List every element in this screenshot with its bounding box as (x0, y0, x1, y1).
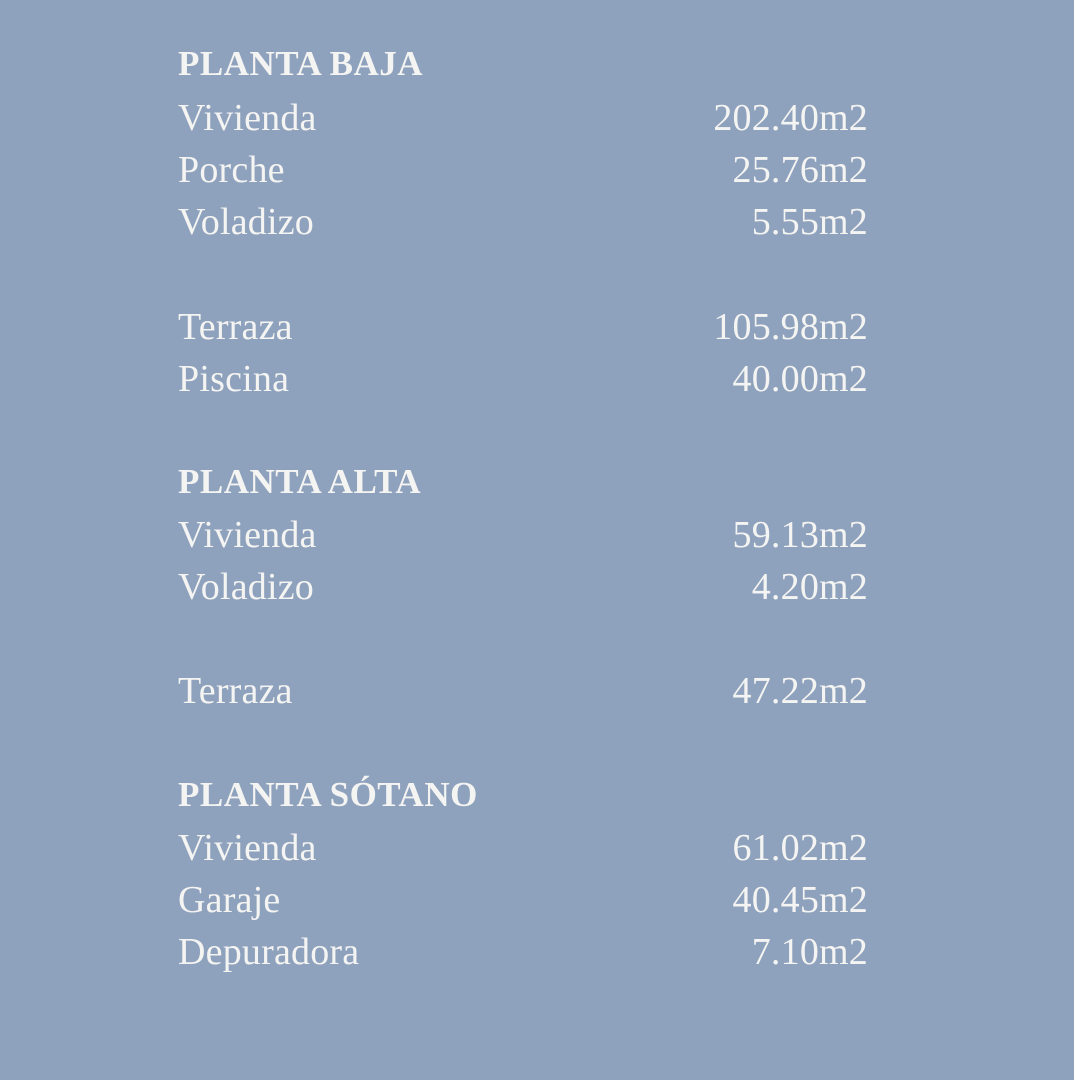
area-row (178, 874, 868, 926)
area-value: 61.02m2 (732, 827, 868, 869)
area-value: 59.13m2 (732, 514, 868, 556)
area-label: Voladizo (178, 566, 314, 608)
area-label: Vivienda (178, 97, 317, 139)
area-value: 25.76m2 (732, 149, 868, 191)
area-label: Depuradora (178, 931, 360, 973)
area-label: Terraza (178, 306, 293, 348)
area-row (178, 301, 868, 353)
area-value: 202.40m2 (713, 97, 868, 139)
area-value: 40.00m2 (732, 358, 868, 400)
area-label: Vivienda (178, 827, 317, 869)
area-value: 4.20m2 (751, 566, 868, 608)
area-row (178, 144, 868, 196)
area-value: 5.55m2 (751, 201, 868, 243)
area-row (178, 926, 868, 978)
area-label: Vivienda (178, 514, 317, 556)
area-row (178, 509, 868, 561)
area-value: 47.22m2 (732, 670, 868, 712)
area-label: Piscina (178, 358, 290, 400)
area-label: Porche (178, 149, 285, 191)
area-row (178, 92, 868, 144)
area-label: Terraza (178, 670, 293, 712)
area-row (178, 561, 868, 613)
section-heading-planta-alta: PLANTA ALTA (178, 462, 422, 501)
area-value: 7.10m2 (751, 931, 868, 973)
area-value: 40.45m2 (732, 879, 868, 921)
area-row (178, 196, 868, 248)
area-row (178, 665, 868, 717)
area-value: 105.98m2 (713, 306, 868, 348)
area-row (178, 822, 868, 874)
area-label: Voladizo (178, 201, 314, 243)
section-heading-planta-baja: PLANTA BAJA (178, 44, 424, 83)
section-heading-planta-sotano: PLANTA SÓTANO (178, 775, 478, 814)
area-label: Garaje (178, 879, 281, 921)
area-row (178, 353, 868, 405)
